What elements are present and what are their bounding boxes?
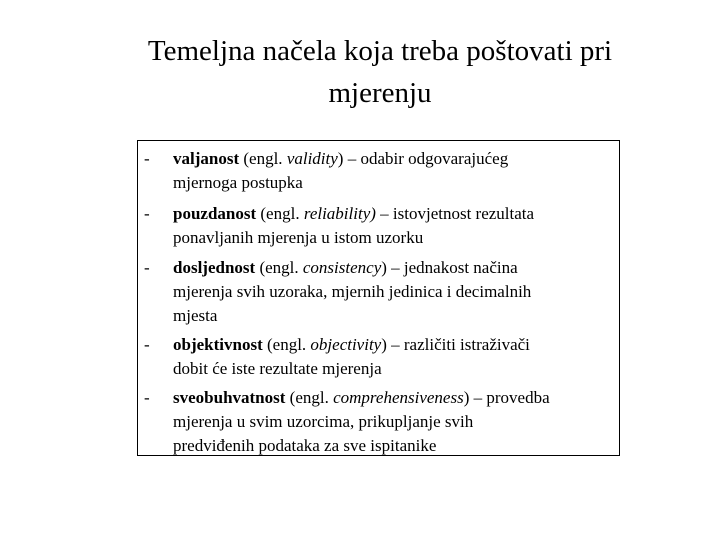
engl-open: (engl. xyxy=(262,335,311,354)
principle-description-line: mjesta xyxy=(173,306,218,325)
principle-term: objektivnost xyxy=(173,335,263,354)
bullet-dash: - xyxy=(144,204,150,223)
bullet-dash: - xyxy=(144,258,150,277)
english-term: objectivity xyxy=(310,335,382,354)
bullet-dash: - xyxy=(144,388,150,407)
principle-description-line: ponavljanih mjerenja u istom uzorku xyxy=(173,228,424,247)
principle-description-line: mjerenja u svim uzorcima, prikupljanje svih xyxy=(173,412,474,431)
principle-description-line: dobit će iste rezultate mjerenja xyxy=(173,359,382,378)
principles-box xyxy=(137,140,620,456)
engl-open: (engl. xyxy=(285,388,334,407)
principle-term: sveobuhvatnost xyxy=(173,388,286,407)
english-term: validity xyxy=(286,149,338,168)
title-line-1: Temeljna načela koja treba poštovati pri xyxy=(147,35,613,67)
engl-open: (engl. xyxy=(239,149,287,168)
principle-description: – istovjetnost rezultata xyxy=(375,204,535,223)
principle-text xyxy=(173,147,618,195)
principle-term: pouzdanost xyxy=(173,204,257,223)
slide-title xyxy=(60,30,700,114)
principle-term: valjanost xyxy=(173,149,240,168)
principle-text xyxy=(173,202,618,250)
principle-description-line: mjerenja svih uzoraka, mjernih jedinica i decimalnih xyxy=(173,282,532,301)
engl-open: (engl. xyxy=(255,258,303,277)
principle-text xyxy=(173,333,618,381)
principle-description-line: mjernoga postupka xyxy=(173,173,303,192)
engl-open: (engl. xyxy=(256,204,304,223)
principle-term: dosljednost xyxy=(173,258,256,277)
principle-description-line: predviđenih podataka za sve ispitanike xyxy=(173,436,437,455)
principle-text xyxy=(173,386,618,458)
english-term: comprehensiveness xyxy=(333,388,464,407)
principle-text xyxy=(173,256,618,328)
principle-description: ) – različiti istraživači xyxy=(381,335,530,354)
bullet-dash: - xyxy=(144,149,150,168)
english-term: consistency xyxy=(302,258,382,277)
bullet-dash: - xyxy=(144,335,150,354)
english-term: reliability) xyxy=(303,204,376,223)
principle-description: ) – jednakost načina xyxy=(381,258,518,277)
title-line-2: mjerenju xyxy=(328,77,432,109)
principle-description: ) – odabir odgovarajućeg xyxy=(337,149,509,168)
principle-description: ) – provedba xyxy=(463,388,550,407)
